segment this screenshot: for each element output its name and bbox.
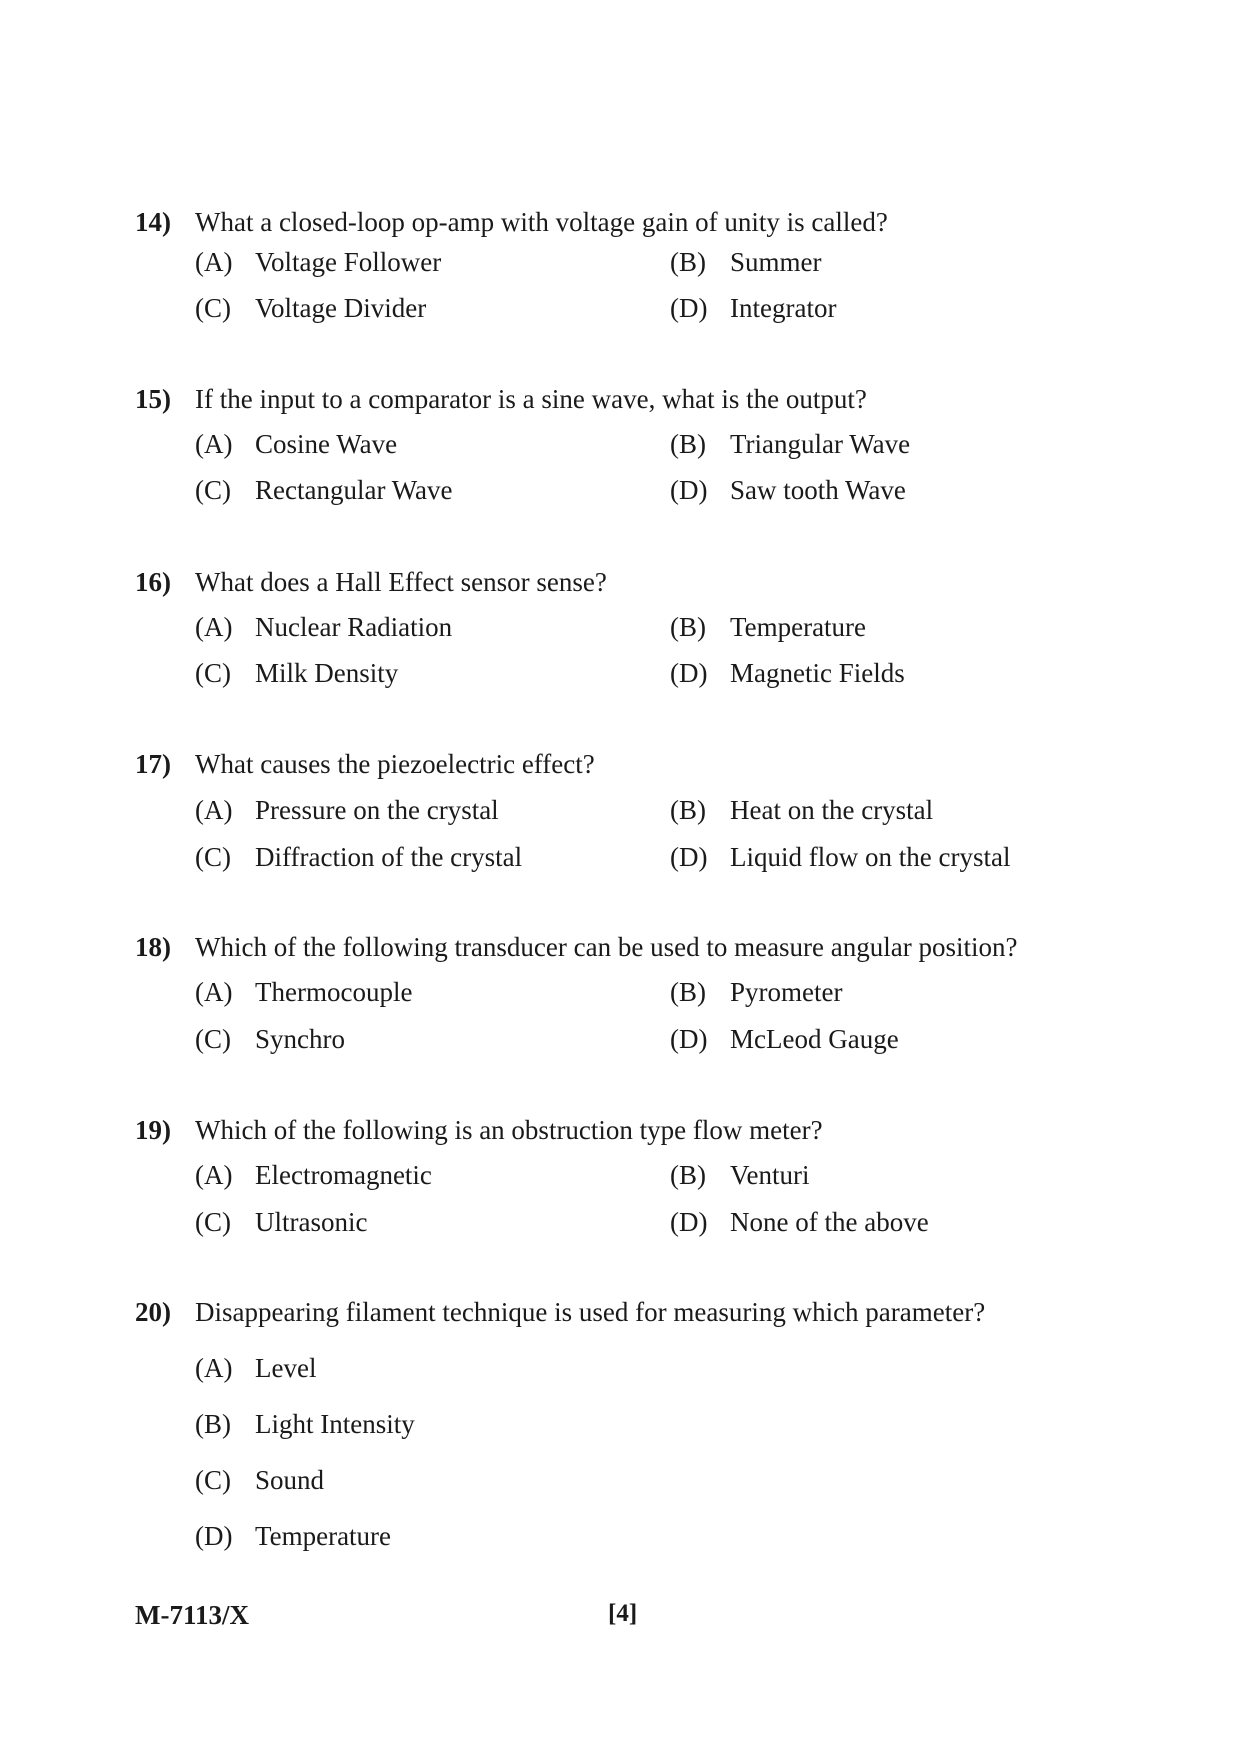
option-c: (C) Diffraction of the crystal [195,842,523,872]
question-15 [135,384,1135,505]
option-b: (B) Light Intensity [195,1409,415,1439]
option-c: (C) Ultrasonic [195,1207,368,1237]
option-d: (D) Integrator [670,293,837,323]
option-a: (A) Pressure on the crystal [195,795,499,825]
option-b: (B) Summer [670,247,822,277]
option-a: (A) Level [195,1353,317,1383]
option-d: (D) Liquid flow on the crystal [670,842,1011,872]
question-text: What does a Hall Effect sensor sense? [195,567,607,597]
option-b: (B) Venturi [670,1160,810,1190]
option-c: (C) Milk Density [195,658,399,688]
option-a: (A) Cosine Wave [195,429,398,459]
question-20 [135,1297,1135,1551]
question-16 [135,567,1135,688]
option-b: (B) Temperature [670,612,867,642]
option-d: (D) None of the above [670,1207,929,1237]
question-number: 15) [135,384,171,414]
option-b: (B) Heat on the crystal [670,795,934,825]
option-a: (A) Thermocouple [195,977,413,1007]
question-number: 19) [135,1115,171,1145]
question-number: 20) [135,1297,171,1327]
option-d: (D) McLeod Gauge [670,1024,899,1054]
question-14 [135,207,1135,323]
question-text: If the input to a comparator is a sine wave, what is the output? [195,384,867,414]
option-b: (B) Triangular Wave [670,429,911,459]
option-c: (C) Rectangular Wave [195,475,453,505]
option-a: (A) Nuclear Radiation [195,612,453,642]
option-a: (A) Electromagnetic [195,1160,432,1190]
option-c: (C) Voltage Divider [195,293,427,323]
question-19 [135,1115,1135,1237]
question-text: Disappearing filament technique is used for measuring which parameter? [195,1297,986,1327]
question-text: Which of the following transducer can be used to measure angular position? [195,932,1018,962]
question-number: 17) [135,749,171,779]
paper-code: M-7113/X [135,1600,249,1630]
question-number: 18) [135,932,171,962]
option-d: (D) Temperature [195,1521,392,1551]
question-text: What a closed-loop op-amp with voltage gain of unity is called? [195,207,888,237]
option-c: (C) Sound [195,1465,325,1495]
option-c: (C) Synchro [195,1024,345,1054]
option-a: (A) Voltage Follower [195,247,442,277]
question-text: What causes the piezoelectric effect? [195,749,595,779]
question-18 [135,932,1135,1054]
question-number: 14) [135,207,171,237]
option-d: (D) Saw tooth Wave [670,475,906,505]
page-number: [4] [608,1600,638,1627]
option-b: (B) Pyrometer [670,977,843,1007]
question-text: Which of the following is an obstruction type flow meter? [195,1115,823,1145]
question-17 [135,749,1135,872]
option-d: (D) Magnetic Fields [670,658,905,688]
question-number: 16) [135,567,171,597]
